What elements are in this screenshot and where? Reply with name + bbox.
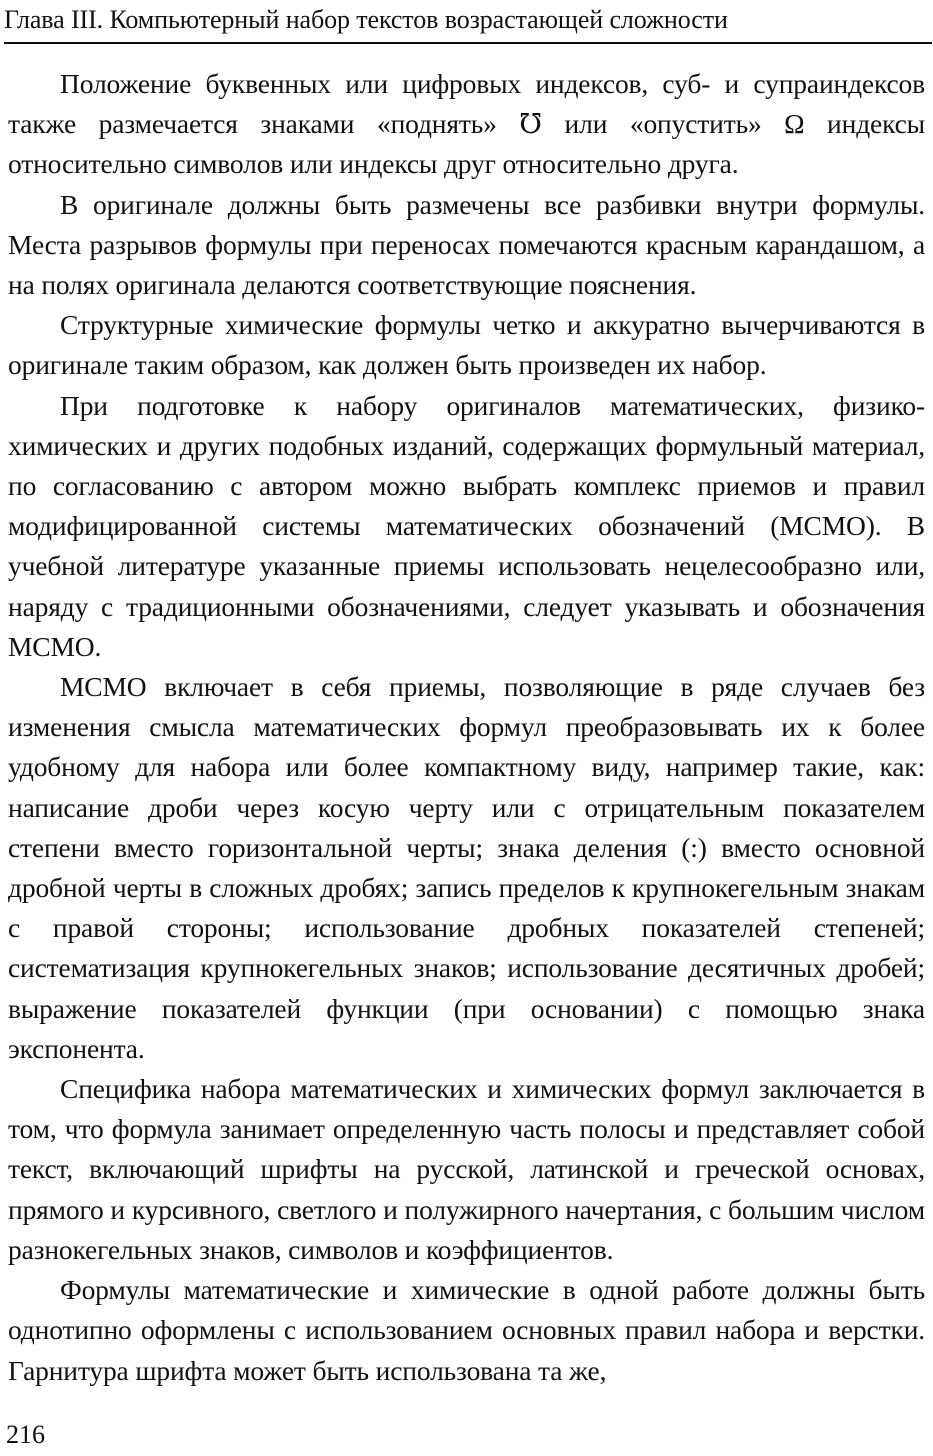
running-head: Глава III. Компьютерный набор текстов возрастающей сложности [4, 5, 728, 34]
page-number: 216 [6, 1420, 45, 1449]
body-text [8, 64, 925, 1391]
paragraph-7: Формулы математические и химические в одной работе должны быть однотипно оформлены с использованием основных правил набора и верстки. Гарнитура шрифта может быть использована та же, [8, 1274, 925, 1386]
paragraph-1: Положение буквенных или цифровых индексов, суб- и супраиндексов также размечается знаками «поднять» ℧ или «опустить» Ω индексы относительно символов или индексы друг относительно друга. [8, 68, 925, 180]
paragraph-4: При подготовке к набору оригиналов математических, физико-химических и других подобных изданий, содержащих формульный материал, по согласованию с автором можно выбрать комплекс приемов и правил модифицированной системы математических обозначений (МСМО). В учебной литературе указанные приемы использовать нецелесообразно или, наряду с традиционными обозначениями, следует указывать и обозначения МСМО. [8, 389, 925, 662]
header-rule [4, 42, 932, 44]
paragraph-3: Структурные химические формулы четко и аккуратно вычерчиваются в оригинале таким образом, как должен быть произведен их набор. [8, 309, 925, 381]
paragraph-5: МСМО включает в себя приемы, позволяющие в ряде случаев без изменения смысла математических формул преобразовывать их к более удобному для набора или более компактному виду, например такие, как: написание дроби через косую черту или с отрицательным показателем степени вместо горизонтальной черты; знака деления (:) вместо основной дробной черты в сложных дробях; запись пределов к крупнокегельным знакам с правой стороны; использование дробных показателей степеней; систематизация крупнокегельных знаков; использование десятичных дробей; выражение показателей функции (при основании) с помощью знака экспонента. [8, 671, 925, 1064]
paragraph-6: Специфика набора математических и химических формул заключается в том, что формула занимает определенную часть полосы и представляет собой текст, включающий шрифты на русской, латинской и греческой основах, прямого и курсивного, светлого и полужирного начертания, с большим числом разнокегельных знаков, символов и коэффициентов. [8, 1073, 925, 1265]
paragraph-2: В оригинале должны быть размечены все разбивки внутри формулы. Места разрывов формулы при переносах помечаются красным карандашом, а на полях оригинала делаются соответствующие пояснения. [8, 188, 925, 301]
